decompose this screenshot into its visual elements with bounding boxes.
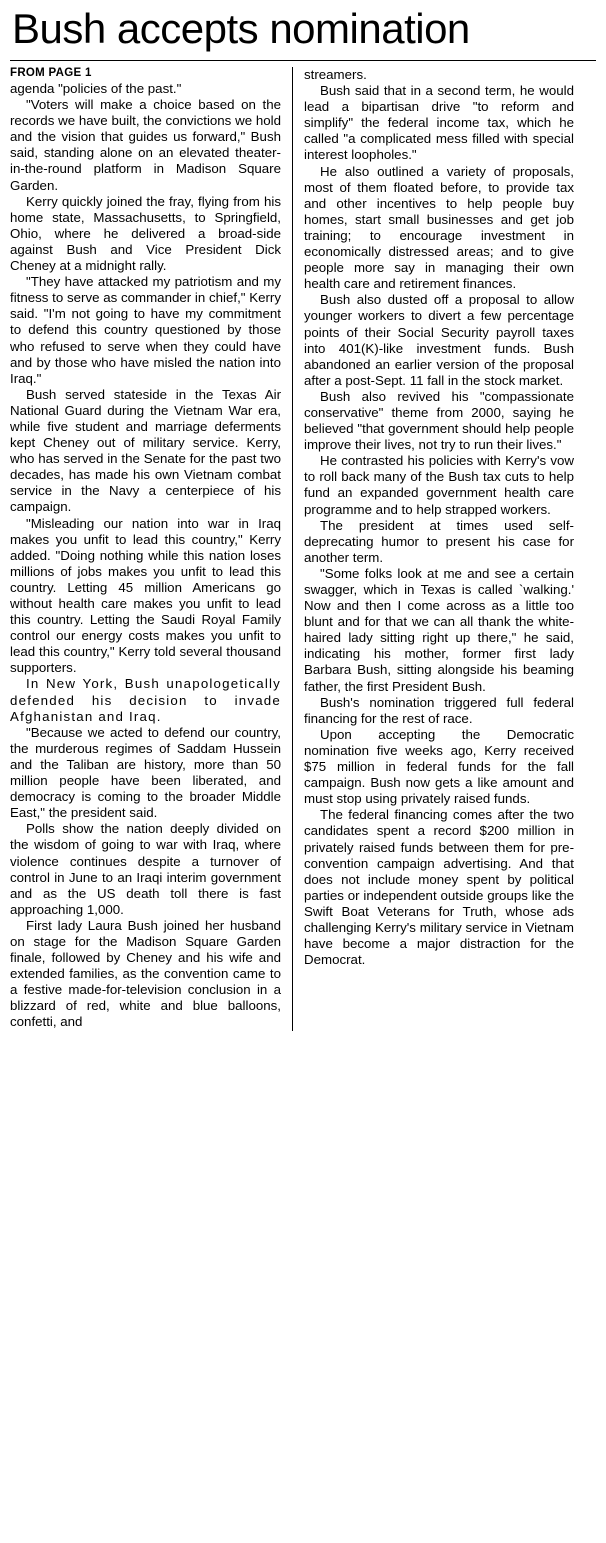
paragraph: Bush's nomination triggered full federal financing for the rest of race. <box>304 694 574 726</box>
paragraph: Kerry quickly joined the fray, flying from his home state, Massachusetts, to Springfield, Ohio, where he delivered a broad-side against Bush and Vice President Dick Cheney at a midnight rally. <box>10 193 281 274</box>
paragraph: In New York, Bush unapologetically defended his decision to invade Afghanistan and Iraq. <box>10 676 281 724</box>
paragraph: streamers. <box>304 67 367 82</box>
paragraph: Polls show the nation deeply divided on the wisdom of going to war with Iraq, where violence continues despite a turnover of control in June to an Iraqi interim government and as the US death toll there is fast approaching 1,000. <box>10 821 281 917</box>
paragraph: The president at times used self-deprecating humor to present his case for another term. <box>304 517 574 565</box>
paragraph: "Misleading our nation into war in Iraq makes you unfit to lead this country," Kerry added. "Doing nothing while this nation loses millions of jobs makes you unfit to lead this country. Letting 45 million Americans go without health care makes you unfit to lead this country. Letting the Saudi Royal Family control our energy costs makes you unfit to lead this country," Kerry told several thousand supporters. <box>10 515 281 676</box>
paragraph: First lady Laura Bush joined her husband on stage for the Madison Square Garden finale, followed by Cheney and his wife and extended families, as the convention came to a festive made-for-television conclusion in a blizzard of red, white and blue balloons, confetti, and <box>10 917 281 1030</box>
right-column <box>292 67 574 1031</box>
page-title: Bush accepts nomination <box>12 5 470 52</box>
headline-divider <box>10 60 596 61</box>
paragraph: Bush served stateside in the Texas Air National Guard during the Vietnam War era, while five student and marriage deferments kept Cheney out of military service. Kerry, who has served in the Senate for the past two decades, has made his own Vietnam combat service in the Navy a centerpiece of his campaign. <box>10 386 281 515</box>
paragraph: Bush also dusted off a proposal to allow younger workers to divert a few percentage points of their Social Security payroll taxes into 401(K)-like investment funds. Bush abandoned an earlier version of the proposal after a post-Sept. 11 fall in the stock market. <box>304 292 574 388</box>
paragraph: agenda "policies of the past." <box>10 81 182 96</box>
paragraph: "Voters will make a choice based on the records we have built, the convictions we hold and the vision that guides us forward," Bush said, standing alone on an elevated theater-in-the-round platform in Madison Square Garden. <box>10 97 281 193</box>
article-columns <box>10 67 596 1031</box>
paragraph: Upon accepting the Democratic nomination five weeks ago, Kerry received $75 million in federal funds for the fall campaign. Bush now gets a like amount and must stop using privately raised funds. <box>304 726 574 807</box>
continuation-kicker: FROM PAGE 1 <box>10 67 92 79</box>
paragraph: "Some folks look at me and see a certain swagger, which in Texas is called `walking.' Now and then I come across as a little too blunt and for that we can all thank the white-haired lady sitting right up there," he said, indicating his mother, former first lady Barbara Bush, sitting alongside his beaming father, the first President Bush. <box>304 565 574 694</box>
paragraph: The federal financing comes after the two candidates spent a record $200 million in privately raised funds between them for pre-convention campaign advertising. And that does not include money spent by political parties or independent outside groups like the Swift Boat Veterans for Truth, whose ads challenging Kerry's military service in Vietnam have become a major distraction for the Democrat. <box>304 807 574 968</box>
left-column <box>10 67 292 1031</box>
paragraph: He also outlined a variety of proposals, most of them floated before, to provide tax and other incentives to help people buy homes, start small businesses and get job training; to encourage investment in economically distressed areas; and to give people more say in managing their own health care and retirement finances. <box>304 163 574 292</box>
paragraph: Bush said that in a second term, he would lead a bipartisan drive "to reform and simplify" the federal income tax, which he called "a complicated mess filled with special interest loopholes." <box>304 83 574 163</box>
paragraph: "They have attacked my patriotism and my fitness to serve as commander in chief," Kerry said. "I'm not going to have my commitment to defend this country questioned by those who refused to serve when they could have and by those who have misled the nation into Iraq." <box>10 274 281 386</box>
paragraph: Bush also revived his "compassionate conservative" theme from 2000, saying he believed "that government should help people improve their lives, not try to run their lives." <box>304 388 574 453</box>
paragraph: He contrasted his policies with Kerry's vow to roll back many of the Bush tax cuts to help fund an expanded government health care programme and to help strapped workers. <box>304 453 574 517</box>
paragraph: "Because we acted to defend our country, the murderous regimes of Saddam Hussein and the Taliban are history, more than 50 million people have been liberated, and democracy is coming to the broader Middle East," the president said. <box>10 724 281 821</box>
